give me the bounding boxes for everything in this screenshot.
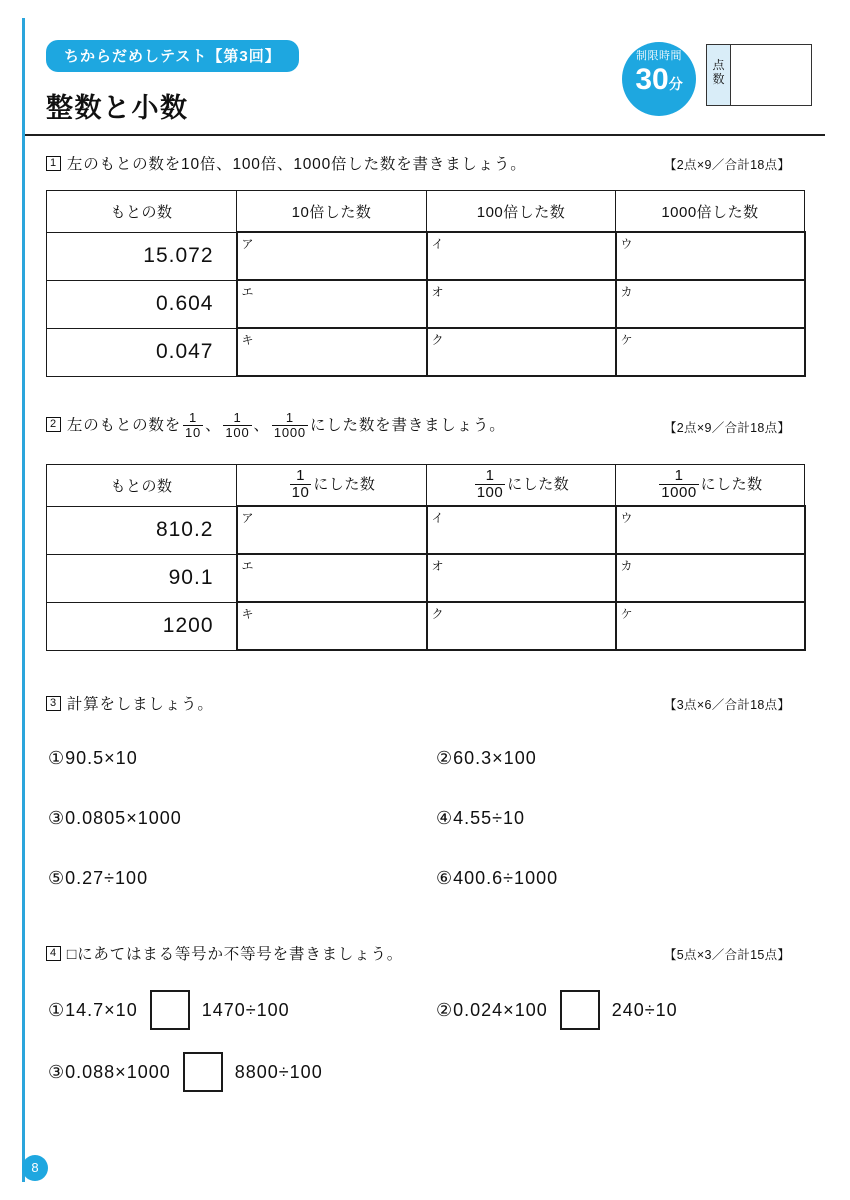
answer-mark: ア	[241, 237, 254, 251]
answer-mark: ケ	[620, 333, 633, 347]
time-limit-unit: 分	[668, 76, 683, 92]
column-header: もとの数	[47, 191, 237, 233]
answer-cell[interactable]	[427, 280, 616, 328]
fraction-one-thousandth	[659, 468, 698, 501]
answer-mark: ウ	[620, 511, 633, 525]
compare-left-expression: ②0.024×100	[436, 999, 548, 1020]
score-label: 点数	[707, 45, 731, 105]
table-row	[47, 280, 805, 328]
answer-cell[interactable]	[616, 232, 805, 280]
column-header	[616, 465, 805, 507]
question-3-text: 計算をしましょう。	[66, 696, 214, 713]
compare-answer-box[interactable]	[183, 1052, 223, 1092]
answer-cell[interactable]	[237, 280, 427, 328]
source-number: 810.2	[47, 506, 237, 554]
source-number: 0.604	[47, 280, 237, 328]
compare-right-expression: 240÷10	[611, 999, 678, 1020]
fraction-numerator: 1	[233, 410, 242, 425]
question-2-table	[46, 464, 806, 651]
fraction-denominator: 10	[291, 483, 310, 501]
left-accent-rule	[22, 18, 25, 1182]
answer-cell[interactable]	[427, 602, 616, 650]
score-box[interactable]	[706, 44, 812, 106]
question-2-text-before: 左のもとの数を	[66, 417, 182, 435]
fraction-numerator: 1	[189, 410, 198, 425]
table-row	[47, 328, 805, 376]
fraction-denominator: 100	[225, 424, 250, 440]
fraction-denominator: 1000	[273, 424, 306, 440]
calc-item-2[interactable]: ②60.3×100	[436, 748, 537, 768]
compare-right-expression: 8800÷100	[234, 1061, 323, 1082]
answer-cell[interactable]	[616, 506, 805, 554]
question-4-text: □にあてはまる等号か不等号を書きましょう。	[66, 946, 404, 963]
answer-mark: オ	[431, 285, 444, 299]
test-series-badge: ちからだめしテスト【第3回】	[46, 40, 299, 72]
fraction-numerator: 1	[674, 466, 684, 484]
table-row	[47, 506, 805, 554]
answer-mark: キ	[241, 333, 254, 347]
compare-item-2	[436, 990, 678, 1030]
compare-answer-box[interactable]	[560, 990, 600, 1030]
column-header	[237, 465, 427, 507]
calc-item-1[interactable]: ①90.5×10	[48, 748, 138, 768]
answer-cell[interactable]	[616, 602, 805, 650]
column-header-suffix: にした数	[700, 475, 763, 493]
answer-mark: オ	[431, 559, 444, 573]
compare-answer-box[interactable]	[150, 990, 190, 1030]
compare-right-expression: 1470÷100	[201, 999, 290, 1020]
answer-cell[interactable]	[616, 554, 805, 602]
source-number: 1200	[47, 602, 237, 650]
answer-cell[interactable]	[427, 328, 616, 376]
question-1-table	[46, 190, 806, 377]
question-2-heading: 2 左のもとの数を $\frac{1}{10}$ 、 $\frac{1}{100}$ 、 $\frac{1}{1000}$ にした数を書きましょう。	[46, 412, 506, 440]
question-1-points: 【2点×9／合計18点】	[664, 158, 791, 172]
calc-item-3[interactable]: ③0.0805×1000	[48, 808, 182, 828]
answer-mark: キ	[241, 607, 254, 621]
table-row	[47, 554, 805, 602]
time-limit-label: 制限時間	[636, 50, 682, 62]
question-4-heading	[46, 942, 403, 964]
answer-cell[interactable]	[427, 554, 616, 602]
source-number: 90.1	[47, 554, 237, 602]
page-header	[46, 40, 812, 132]
answer-cell[interactable]	[237, 328, 427, 376]
question-3-heading	[46, 692, 214, 714]
answer-mark: カ	[620, 559, 633, 573]
compare-item-3	[48, 1052, 323, 1092]
answer-mark: イ	[431, 511, 444, 525]
column-header: 10倍した数	[237, 191, 427, 233]
page-title: 整数と小数	[46, 93, 189, 123]
column-header	[427, 465, 616, 507]
question-3-number: 3	[46, 696, 61, 711]
answer-mark: ケ	[620, 607, 633, 621]
question-4-number: 4	[46, 946, 61, 961]
header-divider	[25, 134, 825, 136]
question-3-points: 【3点×6／合計18点】	[664, 698, 791, 712]
question-1-number: 1	[46, 156, 61, 171]
answer-cell[interactable]	[237, 602, 427, 650]
answer-mark: エ	[241, 285, 254, 299]
table-row	[47, 602, 805, 650]
answer-cell[interactable]	[427, 506, 616, 554]
fraction-denominator: 1000	[661, 483, 697, 501]
fraction-one-hundredth	[475, 468, 506, 501]
answer-mark: ク	[431, 607, 444, 621]
page-number: 8	[22, 1155, 48, 1181]
column-header: 1000倍した数	[616, 191, 805, 233]
source-number: 15.072	[47, 232, 237, 280]
answer-mark: エ	[241, 559, 254, 573]
compare-item-1	[48, 990, 290, 1030]
question-2-text-after: にした数を書きましょう。	[309, 417, 506, 435]
calc-item-6[interactable]: ⑥400.6÷1000	[436, 868, 559, 888]
fraction-numerator: 1	[285, 410, 294, 425]
time-limit-value	[622, 62, 696, 96]
answer-mark: ア	[241, 511, 254, 525]
question-2-points: 【2点×9／合計18点】	[664, 421, 791, 435]
time-limit-number: 30	[635, 63, 669, 96]
answer-mark: ウ	[620, 237, 633, 251]
answer-cell[interactable]	[237, 232, 427, 280]
table-header-row	[47, 191, 805, 233]
question-1-heading	[46, 152, 527, 174]
question-2-number: 2	[46, 417, 61, 432]
fraction-denominator: 100	[476, 483, 504, 501]
fraction-one-tenth	[183, 411, 203, 439]
fraction-one-tenth	[290, 468, 312, 501]
source-number: 0.047	[47, 328, 237, 376]
table-row	[47, 232, 805, 280]
answer-cell[interactable]	[616, 328, 805, 376]
answer-cell[interactable]	[427, 232, 616, 280]
column-header: もとの数	[47, 465, 237, 507]
fraction-denominator: 10	[185, 424, 202, 440]
calc-item-4[interactable]: ④4.55÷10	[436, 808, 526, 828]
fraction-numerator: 1	[296, 466, 305, 484]
time-limit-badge	[622, 42, 696, 116]
answer-cell[interactable]	[237, 554, 427, 602]
compare-left-expression: ①14.7×10	[48, 999, 138, 1020]
question-1-text: 左のもとの数を10倍、100倍、1000倍した数を書きましょう。	[66, 156, 527, 173]
answer-cell[interactable]	[616, 280, 805, 328]
answer-mark: イ	[431, 237, 444, 251]
fraction-one-hundredth	[223, 411, 251, 439]
fraction-numerator: 1	[485, 466, 495, 484]
question-4-points: 【5点×3／合計15点】	[664, 948, 791, 962]
answer-mark: ク	[431, 333, 444, 347]
answer-cell[interactable]	[237, 506, 427, 554]
calc-item-5[interactable]: ⑤0.27÷100	[48, 868, 149, 888]
answer-mark: カ	[620, 285, 633, 299]
table-header-row	[47, 465, 805, 507]
compare-left-expression: ③0.088×1000	[48, 1061, 171, 1082]
column-header-suffix: にした数	[507, 475, 570, 493]
column-header-suffix: にした数	[313, 475, 376, 493]
fraction-one-thousandth	[272, 411, 308, 439]
column-header: 100倍した数	[427, 191, 616, 233]
